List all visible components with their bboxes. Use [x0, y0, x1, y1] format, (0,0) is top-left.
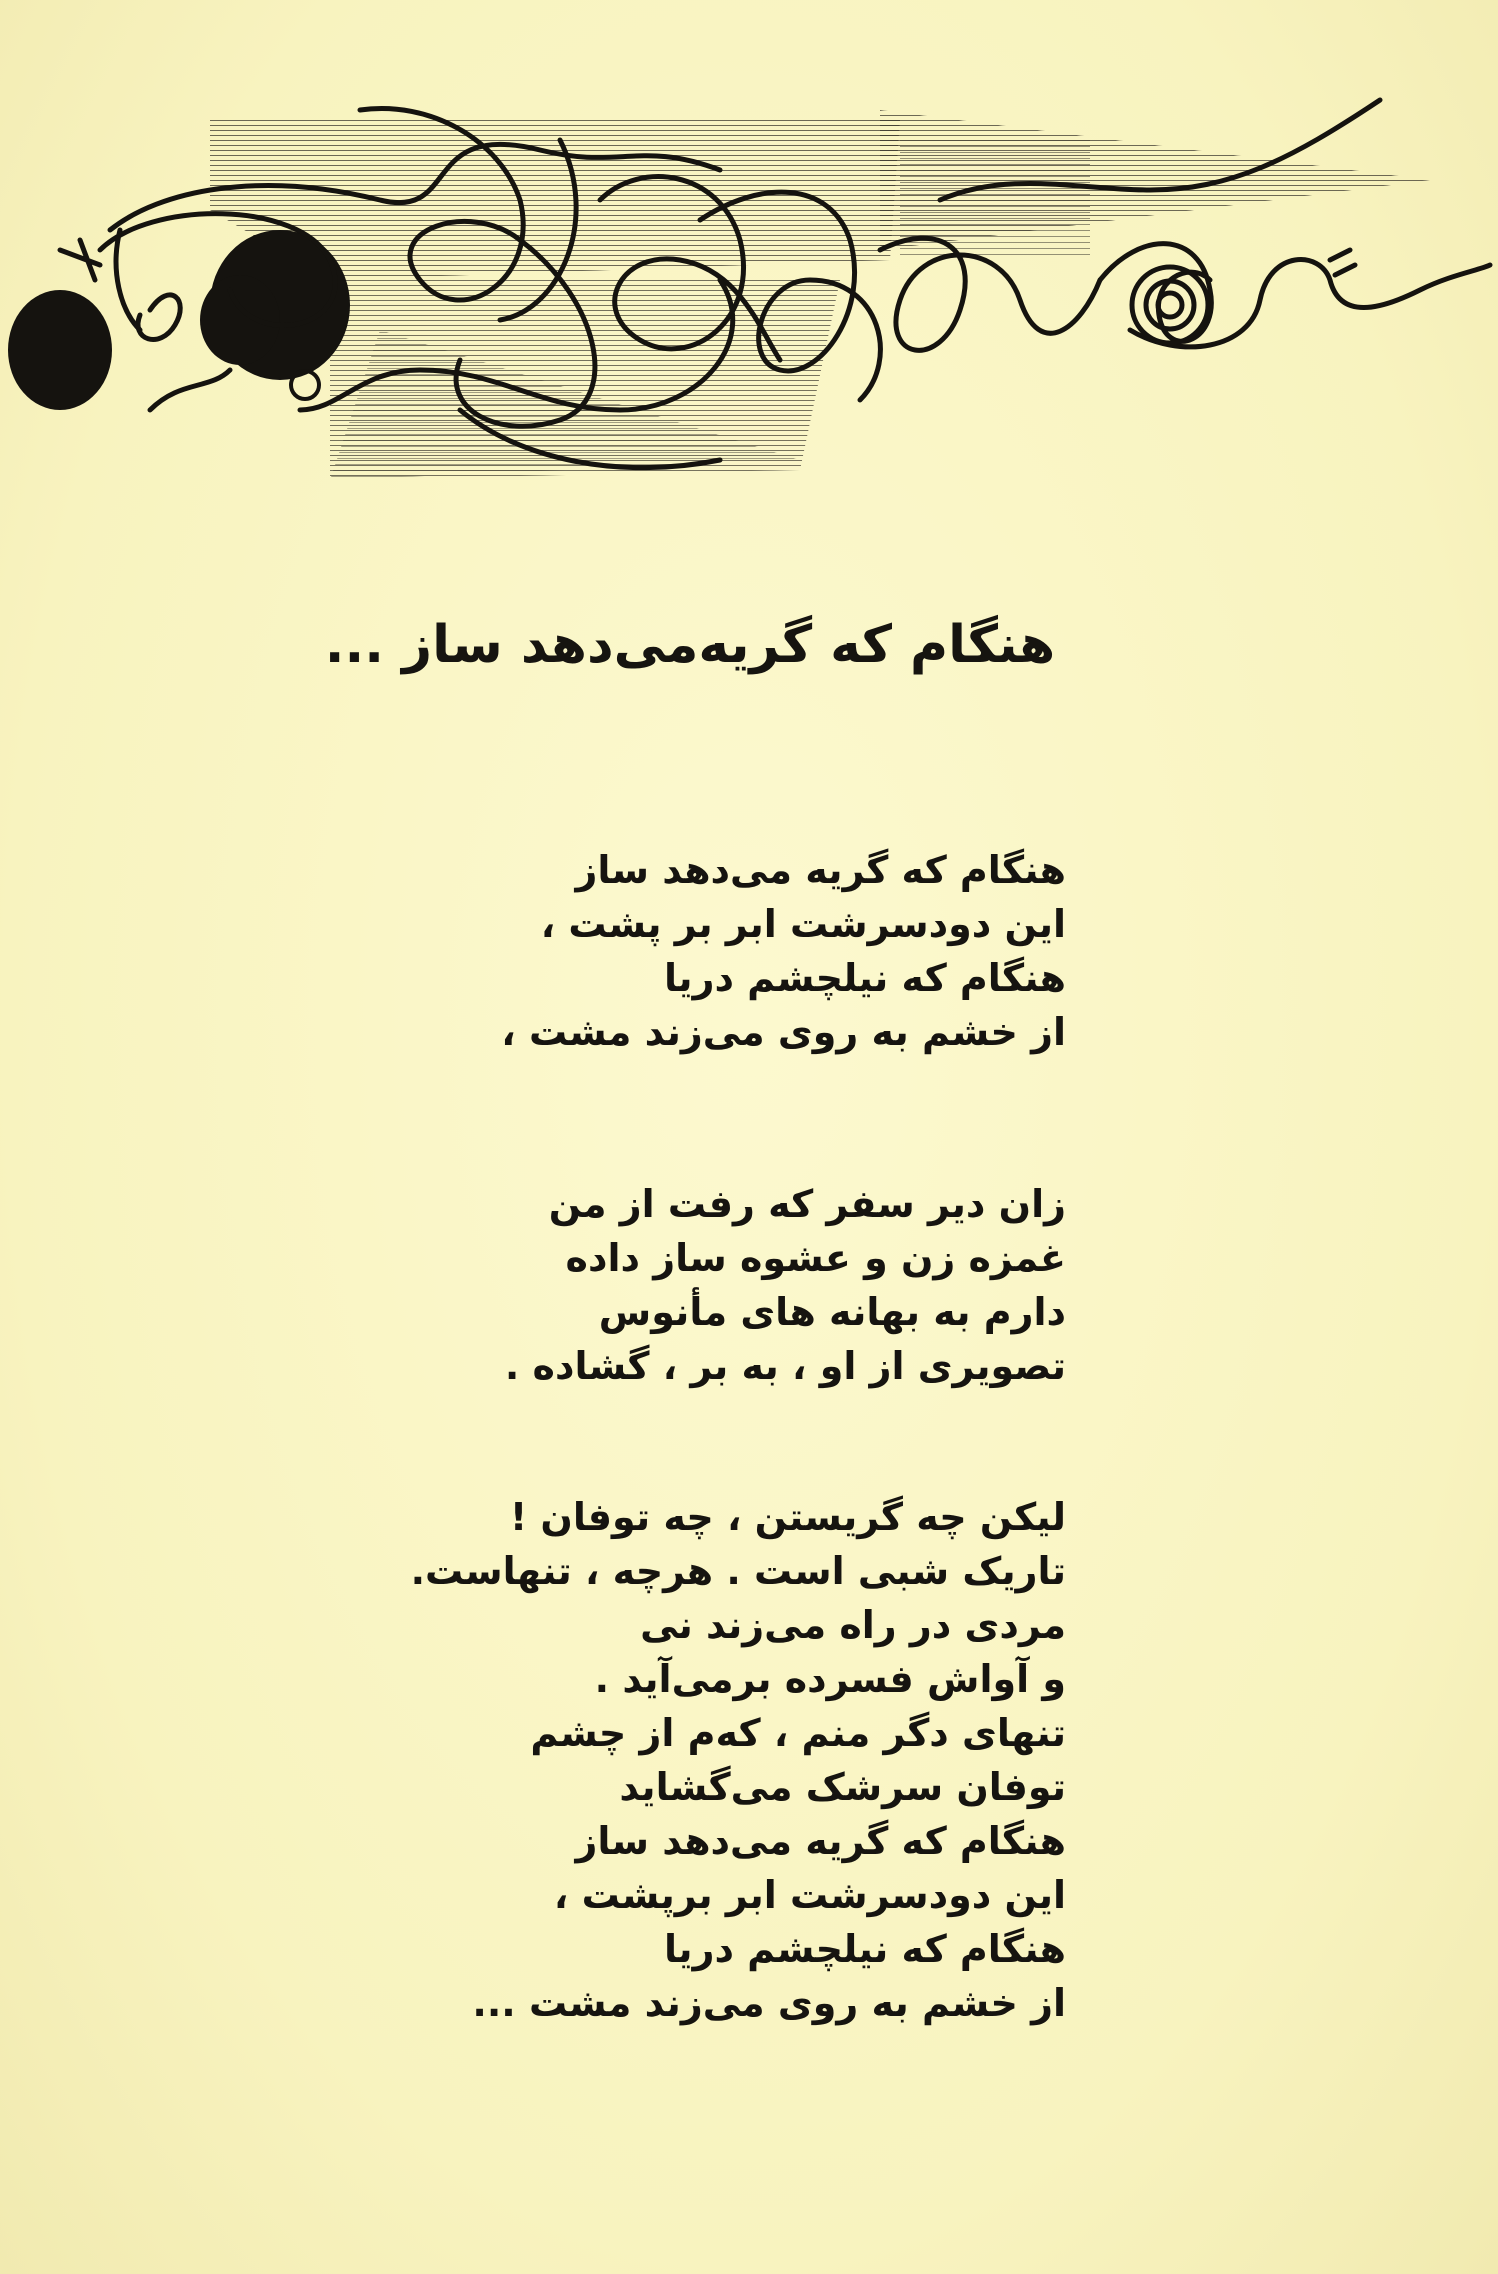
poem-stanza-3: [306, 1490, 1066, 2030]
poem-line: از خشم به روی می‌زند مشت ...: [472, 1981, 1066, 2025]
poem-line: توفان سرشک می‌گشاید: [619, 1765, 1066, 1809]
poem-line: دارم به بهانه های مأنوس: [598, 1290, 1066, 1334]
poem-line: تنهای دگر منم ، که‌م از چشم: [530, 1711, 1066, 1755]
poem-line: هنگام که نیلچشم دریا: [664, 1927, 1066, 1971]
poem-line: و آواش فسرده برمی‌آید .: [594, 1657, 1066, 1701]
poem-line: مردی در راه می‌زند نی: [640, 1603, 1066, 1647]
poem-line: این دودسرشت ابر بر پشت ،: [540, 902, 1066, 946]
poem-stanza-2: [306, 1177, 1066, 1393]
poem-stanza-1: [306, 843, 1066, 1059]
abstract-scribble-illustration-icon: [0, 80, 1498, 510]
poem-line: تصویری از او ، به بر ، گشاده .: [504, 1344, 1066, 1388]
poem-line: تاریک شبی است . هرچه ، تنهاست.: [410, 1549, 1066, 1593]
poem-line: غمزه زن و عشوه ساز داده: [565, 1236, 1066, 1280]
poem-line: هنگام که گریه می‌دهد ساز: [575, 848, 1066, 892]
poem-line: هنگام که گریه می‌دهد ساز: [575, 1819, 1066, 1863]
poem-line: لیکن چه گریستن ، چه توفان !: [509, 1495, 1066, 1539]
poem-line: هنگام که نیلچشم دریا: [664, 956, 1066, 1000]
poem-line: زان دیر سفر که رفت از من: [548, 1182, 1066, 1226]
poem-title: هنگام که گریه‌می‌دهد ساز ...: [324, 615, 1056, 675]
poem-line: از خشم به روی می‌زند مشت ،: [501, 1010, 1066, 1054]
poem-line: این دودسرشت ابر برپشت ،: [553, 1873, 1066, 1917]
